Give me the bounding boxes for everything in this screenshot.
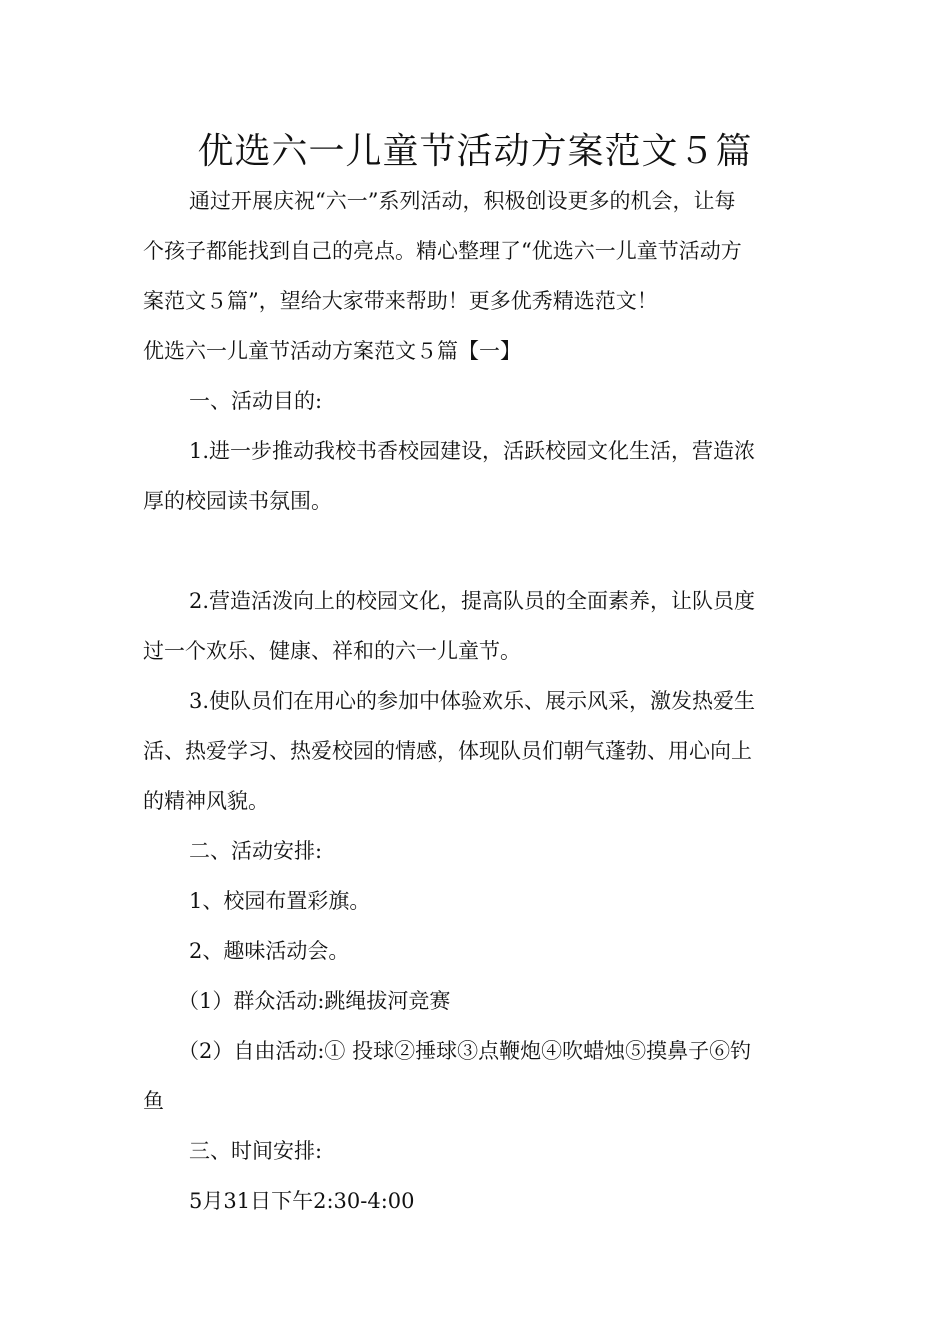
heading-schedule: 三、时间安排: xyxy=(189,1139,323,1163)
intro-paragraph-line-1: 通过开展庆祝“六一”系列活动，积极创设更多的机会，让每 xyxy=(189,189,736,213)
document-title: 优选六一儿童节活动方案范文５篇 xyxy=(197,131,753,172)
intro-paragraph-line-2: 个孩子都能找到自己的亮点。精心整理了“优选六一儿童节活动方 xyxy=(143,239,742,263)
heading-arrangement: 二、活动安排: xyxy=(189,839,323,863)
arrangement-subitem-1: （1）群众活动:跳绳拔河竞赛 xyxy=(178,989,451,1013)
arrangement-subitem-2-line-1: （2）自由活动:① 投球②捶球③点鞭炮④吹蜡烛⑤摸鼻子⑥钓 xyxy=(178,1039,752,1063)
arrangement-item-2: 2、趣味活动会。 xyxy=(189,939,350,963)
section-heading: 优选六一儿童节活动方案范文５篇【一】 xyxy=(143,339,521,363)
purpose-item-3-line-3: 的精神风貌。 xyxy=(143,789,269,813)
purpose-item-2-line-2: 过一个欢乐、健康、祥和的六一儿童节。 xyxy=(143,639,521,663)
heading-purpose: 一、活动目的: xyxy=(189,389,323,413)
schedule-time: 5月31日下午2:30-4:00 xyxy=(189,1189,415,1213)
purpose-item-1-line-1: 1.进一步推动我校书香校园建设，活跃校园文化生活，营造浓 xyxy=(189,439,756,463)
purpose-item-3-line-1: 3.使队员们在用心的参加中体验欢乐、展示风采，激发热爱生 xyxy=(189,689,756,713)
purpose-item-2-line-1: 2.营造活泼向上的校园文化，提高队员的全面素养，让队员度 xyxy=(189,589,756,613)
arrangement-subitem-2-line-2: 鱼 xyxy=(143,1089,164,1113)
purpose-item-3-line-2: 活、热爱学习、热爱校园的情感，体现队员们朝气蓬勃、用心向上 xyxy=(143,739,752,763)
arrangement-item-1: 1、校园布置彩旗。 xyxy=(189,889,371,913)
intro-paragraph-line-3: 案范文５篇”，望给大家带来帮助！更多优秀精选范文！ xyxy=(143,289,658,313)
purpose-item-1-line-2: 厚的校园读书氛围。 xyxy=(143,489,332,513)
